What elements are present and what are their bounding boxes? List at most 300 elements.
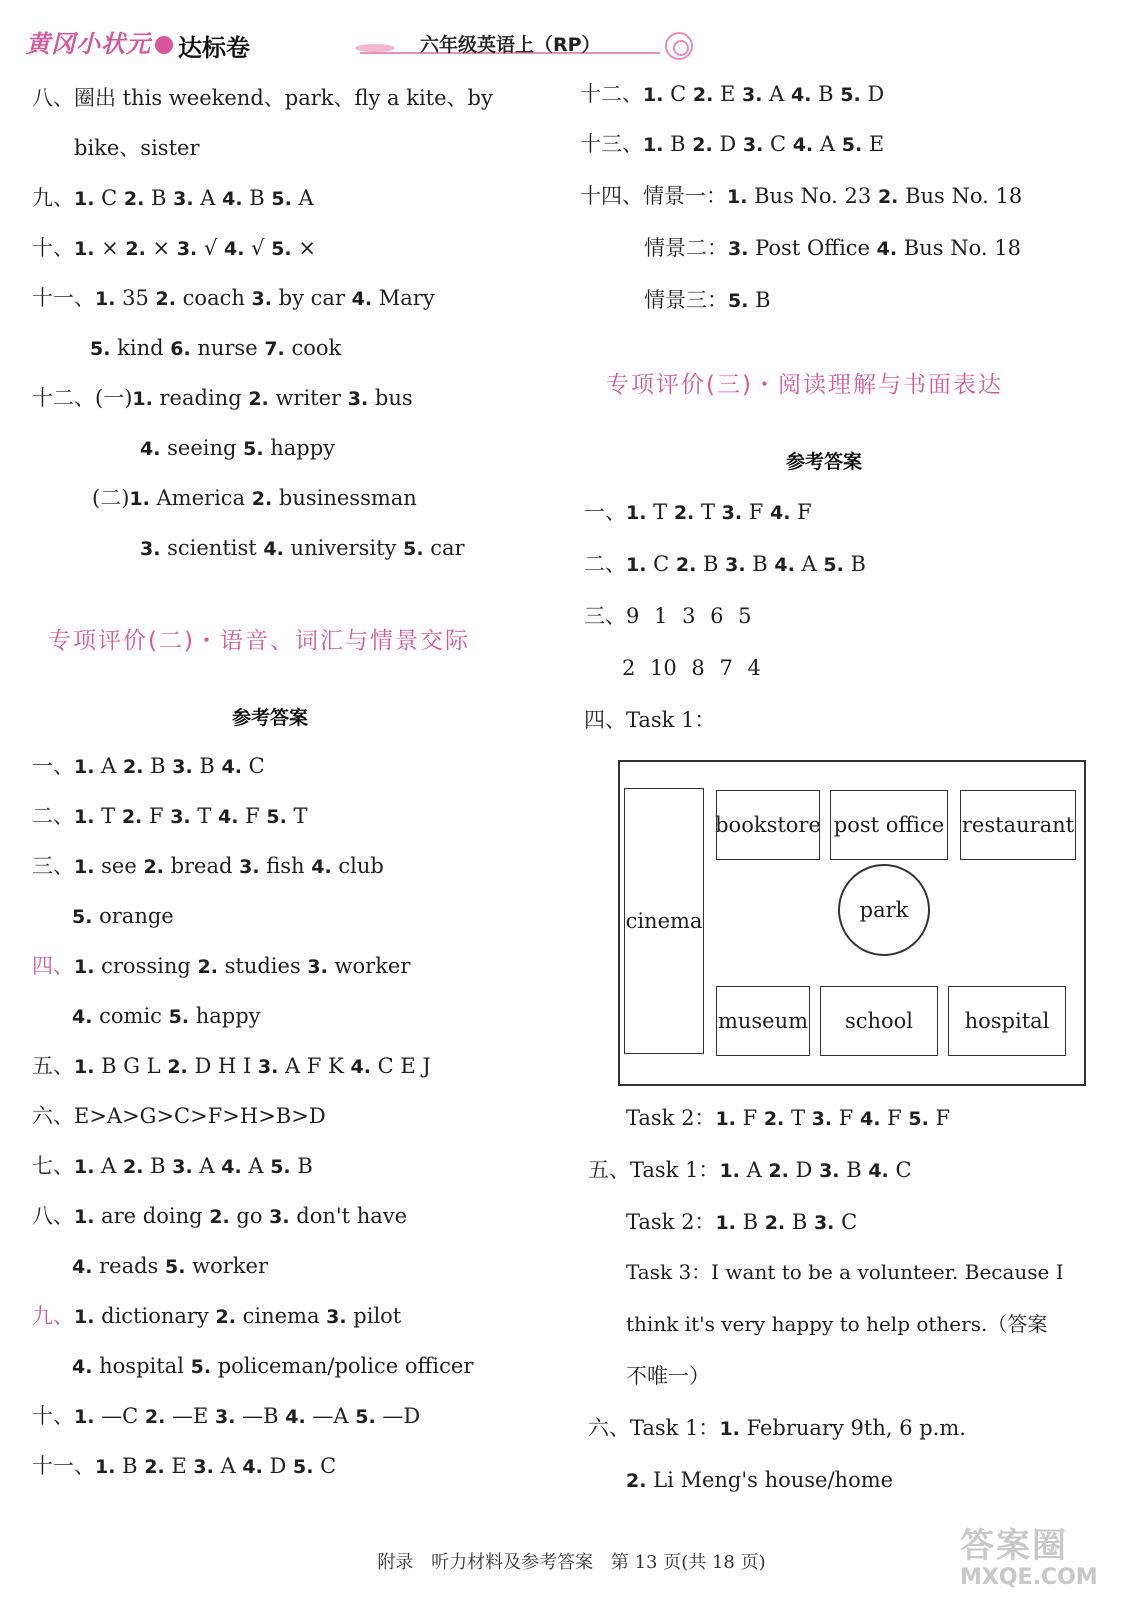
answers-heading: 参考答案: [232, 707, 309, 729]
answer-line: [626, 1466, 893, 1495]
section-number: 十四、情景一：: [580, 184, 727, 208]
map-cinema: [624, 788, 704, 1054]
item-number: 4.: [222, 188, 243, 210]
answer-line: [72, 1252, 268, 1281]
item-number: 5.: [728, 290, 749, 312]
book-title: 六年级英语上（RP）: [420, 34, 601, 56]
item-number: 2.: [692, 134, 713, 156]
answer-line: [32, 1152, 313, 1181]
answer-line: [626, 1208, 857, 1237]
item-number: 1.: [626, 554, 647, 576]
brand-logo: [26, 24, 173, 59]
answer-text: A: [94, 1154, 123, 1178]
item-number: 6.: [170, 338, 191, 360]
answer-text: A: [94, 754, 123, 778]
answer-text: B: [663, 132, 693, 156]
answer-text: Li Meng's house/home: [646, 1468, 894, 1492]
answer-line: [626, 1310, 1047, 1338]
answer-text: seeing: [160, 436, 244, 460]
item-number: 2.: [209, 1206, 230, 1228]
item-number: 3.: [813, 1212, 835, 1234]
answer-text: C: [888, 1158, 912, 1182]
answer-text: A: [291, 186, 314, 210]
item-number: 4.: [221, 756, 242, 778]
map-label: bookstore: [715, 813, 821, 837]
item-number: 5.: [841, 134, 863, 156]
answer-line: [32, 752, 265, 781]
answer-text: A: [192, 1154, 222, 1178]
item-number: 3.: [307, 956, 328, 978]
section-number: 九、: [32, 186, 74, 210]
item-number: 3.: [173, 188, 194, 210]
answer-text: bread: [163, 854, 240, 878]
item-number: 2.: [144, 1456, 165, 1478]
answer-text: Mary: [372, 286, 435, 310]
section-number: 十一、: [32, 1454, 95, 1478]
item-number: 3.: [742, 84, 763, 106]
item-number: 4.: [351, 288, 373, 310]
section-number: 十一、: [32, 286, 95, 310]
answer-text: see: [94, 854, 144, 878]
item-number: 4.: [221, 1156, 242, 1178]
answer-line: [72, 1352, 473, 1381]
answer-text: B: [115, 1454, 145, 1478]
section-number: 二、: [32, 804, 74, 828]
answer-text: F: [142, 804, 171, 828]
item-number: 7.: [264, 338, 285, 360]
answer-text: fish: [259, 854, 312, 878]
answer-text: happy: [189, 1004, 261, 1028]
item-number: 1.: [129, 488, 150, 510]
answer-text: E: [862, 132, 885, 156]
item-number: 4.: [770, 502, 791, 524]
answer-text: comic: [92, 1004, 169, 1028]
item-number: 5.: [403, 538, 424, 560]
answer-text: studies: [217, 954, 308, 978]
map-label: cinema: [625, 909, 703, 933]
item-number: 5.: [293, 1456, 314, 1478]
answers-heading: 参考答案: [786, 451, 863, 473]
item-number: 1.: [74, 188, 95, 210]
answer-text: ×: [94, 236, 126, 260]
answer-text: businessman: [272, 486, 417, 510]
map-label: park: [859, 898, 909, 922]
answer-text: B: [290, 1154, 313, 1178]
section-number: 五、Task 1：: [588, 1158, 720, 1182]
answer-text: A F K: [278, 1054, 351, 1078]
section-number: 一、: [584, 500, 626, 524]
map-label: restaurant: [961, 813, 1075, 837]
answer-text: go: [229, 1204, 270, 1228]
answer-line: [588, 1414, 966, 1443]
answer-text: B: [735, 1210, 765, 1234]
page-number: 第 13 页(共 18 页): [610, 1552, 766, 1573]
answer-line: [140, 434, 335, 463]
answer-text: B: [242, 186, 272, 210]
item-number: 4.: [791, 84, 812, 106]
answer-text: are doing: [94, 1204, 210, 1228]
answer-text: Bus No. 23: [747, 184, 878, 208]
item-number: 2.: [251, 488, 273, 510]
answer-text: √: [244, 236, 272, 260]
item-number: 4.: [242, 1456, 263, 1478]
map-label: hospital: [964, 1009, 1050, 1033]
answer-text: D H I: [187, 1054, 258, 1078]
section-number: 四、: [32, 954, 74, 978]
item-number: 2.: [125, 238, 146, 260]
answer-line: [580, 130, 884, 159]
answer-text: by car: [272, 286, 352, 310]
answer-line: [588, 1156, 912, 1185]
section-number: Task 2：: [626, 1106, 716, 1130]
answer-text: February 9th, 6 p.m.: [739, 1416, 966, 1440]
answer-text: 四、Task 1：: [584, 708, 716, 732]
item-number: 5.: [271, 238, 292, 260]
answer-line: [32, 1302, 401, 1331]
section-title: 专项评价(三)・阅读理解与书面表达: [606, 372, 1003, 398]
answer-line: [584, 602, 752, 630]
answer-text: B: [143, 1154, 173, 1178]
answer-text: C: [313, 1454, 337, 1478]
answer-text: T: [784, 1106, 812, 1130]
item-number: 3.: [170, 806, 191, 828]
map-post-office: [830, 790, 948, 860]
answer-text: university: [283, 536, 404, 560]
answer-text: D: [712, 132, 743, 156]
answer-text: D: [788, 1158, 820, 1182]
item-number: 1.: [74, 1406, 95, 1428]
map-museum: [716, 986, 810, 1056]
answer-text: don't have: [289, 1204, 408, 1228]
logo-mark-icon: [155, 36, 173, 54]
item-number: 2.: [675, 554, 697, 576]
item-number: 1.: [643, 84, 664, 106]
answer-line: [32, 84, 493, 112]
item-number: 1.: [74, 956, 95, 978]
answer-line: [72, 1002, 261, 1031]
item-number: 5.: [168, 1006, 190, 1028]
item-number: 4.: [876, 238, 898, 260]
item-number: 2.: [123, 188, 145, 210]
item-number: 2.: [673, 502, 695, 524]
item-number: 2.: [768, 1160, 789, 1182]
answer-text: bike、sister: [74, 136, 200, 160]
map-label: museum: [717, 1009, 809, 1033]
answer-line: [32, 852, 384, 881]
answer-line: [74, 134, 200, 162]
answer-text: ×: [291, 236, 316, 260]
item-number: 1.: [74, 756, 95, 778]
item-number: 1.: [74, 1206, 95, 1228]
answer-text: T: [190, 804, 218, 828]
section-number: (二): [92, 486, 130, 510]
answer-text: 35: [115, 286, 156, 310]
answer-line: [32, 234, 316, 263]
town-map: [618, 760, 1086, 1086]
answer-text: C: [763, 132, 793, 156]
footer-section: 听力材料及参考答案: [431, 1552, 594, 1573]
item-number: 4.: [72, 1356, 93, 1378]
section-number: 二、: [584, 552, 626, 576]
answer-text: B: [839, 1158, 869, 1182]
item-number: 4.: [774, 554, 795, 576]
section-number: 十二、(一): [32, 386, 133, 410]
answer-line: [580, 182, 1022, 211]
item-number: 3.: [239, 856, 260, 878]
answer-text: T: [646, 500, 674, 524]
item-number: 3.: [721, 502, 743, 524]
answer-text: F: [928, 1106, 951, 1130]
item-number: 3.: [269, 1206, 290, 1228]
answer-text: F: [880, 1106, 909, 1130]
item-number: 4.: [72, 1006, 93, 1028]
section-number: 十二、: [580, 82, 643, 106]
item-number: 4.: [72, 1256, 93, 1278]
item-number: 1.: [715, 1212, 736, 1234]
answer-text: club: [331, 854, 384, 878]
answer-text: Post Office: [748, 236, 877, 260]
answer-text: B G L: [94, 1054, 168, 1078]
answer-line: [32, 184, 314, 213]
answer-text: —B: [235, 1404, 286, 1428]
answer-text: C: [646, 552, 676, 576]
answer-text: C: [94, 186, 124, 210]
answer-text: F: [832, 1106, 860, 1130]
item-number: 2.: [197, 956, 218, 978]
item-number: 3.: [251, 288, 272, 310]
answer-line: [584, 706, 715, 734]
item-number: 5.: [270, 1156, 291, 1178]
answer-line: [32, 1202, 407, 1231]
answer-text: cinema: [235, 1304, 327, 1328]
item-number: 2.: [248, 388, 269, 410]
item-number: 3.: [140, 538, 161, 560]
item-number: 1.: [74, 1306, 95, 1328]
item-number: 3.: [176, 238, 198, 260]
answer-text: C: [834, 1210, 858, 1234]
answer-line: [32, 1052, 431, 1081]
answer-text: E: [713, 82, 743, 106]
answer-line: [32, 802, 308, 831]
item-number: 5.: [271, 188, 292, 210]
item-number: 2.: [122, 756, 144, 778]
answer-text: nurse: [190, 336, 265, 360]
item-number: 5.: [355, 1406, 376, 1428]
item-number: 3.: [811, 1108, 833, 1130]
answer-line: [584, 550, 866, 579]
item-number: 4.: [860, 1108, 881, 1130]
answer-text: F: [790, 500, 812, 524]
item-number: 5.: [823, 554, 844, 576]
item-number: 4.: [263, 538, 284, 560]
watermark-text: 答案圈: [960, 1526, 1068, 1566]
item-number: 1.: [74, 1056, 95, 1078]
answer-line: [32, 1402, 420, 1431]
item-number: 1.: [719, 1418, 740, 1440]
item-number: 1.: [715, 1108, 736, 1130]
answer-text: Bus No. 18: [897, 236, 1021, 260]
footer-appendix: 附录: [377, 1552, 414, 1573]
answer-text: crossing: [94, 954, 198, 978]
map-hospital: [948, 986, 1066, 1056]
answer-text: C E J: [370, 1054, 431, 1078]
section-number: 情景二：: [644, 236, 728, 260]
section-number: 六、Task 1：: [588, 1416, 720, 1440]
answer-text: D: [860, 82, 885, 106]
answer-text: writer: [268, 386, 348, 410]
item-number: 1.: [626, 502, 647, 524]
section-number: 八、: [32, 1204, 74, 1228]
answer-line: [140, 534, 465, 563]
section-number: 十三、: [580, 132, 643, 156]
answer-text: B: [843, 552, 866, 576]
answer-text: A: [739, 1158, 769, 1182]
answer-line: [644, 286, 771, 315]
answer-text: F: [238, 804, 267, 828]
answer-text: B: [192, 754, 222, 778]
answer-line: [32, 1102, 326, 1130]
item-number: 2.: [764, 1212, 786, 1234]
item-number: 3.: [326, 1306, 347, 1328]
answer-line: [580, 80, 884, 109]
item-number: 3.: [742, 134, 764, 156]
answer-text: —C: [94, 1404, 145, 1428]
answer-text: B: [811, 82, 841, 106]
map-label: school: [844, 1009, 914, 1033]
answer-text: D: [262, 1454, 294, 1478]
answer-text: Task 3：I want to be a volunteer. Because I: [626, 1260, 1064, 1284]
answer-text: C: [663, 82, 693, 106]
header-subtitle: 达标卷: [178, 34, 250, 62]
item-number: 1.: [643, 134, 664, 156]
answer-text: T: [286, 804, 308, 828]
answer-text: 三、9 1 3 6 5: [584, 604, 752, 628]
item-number: 5.: [190, 1356, 212, 1378]
answer-text: car: [423, 536, 465, 560]
item-number: 2.: [626, 1470, 647, 1492]
item-number: 4.: [311, 856, 332, 878]
answer-line: [644, 234, 1021, 263]
item-number: 3.: [215, 1406, 236, 1428]
item-number: 3.: [172, 1156, 193, 1178]
answer-line: [32, 952, 410, 981]
watermark-url: MXQE.COM: [960, 1565, 1098, 1590]
item-number: 1.: [74, 806, 95, 828]
answer-text: think it's very happy to help others.（答案: [626, 1312, 1048, 1336]
item-number: 4.: [224, 238, 245, 260]
item-number: 3.: [347, 388, 369, 410]
answer-text: T: [694, 500, 722, 524]
answer-text: coach: [175, 286, 252, 310]
item-number: 3.: [819, 1160, 840, 1182]
section-number: 五、: [32, 1054, 74, 1078]
answer-line: [92, 484, 417, 513]
answer-text: Bus No. 18: [898, 184, 1023, 208]
section-number: 一、: [32, 754, 74, 778]
item-number: 1.: [727, 186, 748, 208]
answer-text: A: [762, 82, 791, 106]
map-restaurant: [960, 790, 1076, 860]
answer-text: kind: [110, 336, 171, 360]
answer-line: [626, 1258, 1064, 1286]
item-number: 1.: [132, 388, 153, 410]
answer-text: scientist: [160, 536, 264, 560]
answer-line: [584, 498, 812, 527]
item-number: 2.: [763, 1108, 785, 1130]
item-number: 5.: [840, 84, 861, 106]
answer-line: [622, 654, 761, 682]
item-number: 2.: [692, 84, 714, 106]
answer-line: [32, 284, 435, 313]
answer-text: —D: [375, 1404, 421, 1428]
section-number: 情景三：: [644, 288, 728, 312]
map-school: [820, 986, 938, 1056]
watermark: [960, 1518, 1130, 1590]
answer-text: B: [696, 552, 726, 576]
logo-text: 黄冈小状元: [26, 30, 151, 58]
page-header: [0, 22, 1143, 72]
item-number: 5.: [165, 1256, 186, 1278]
answer-line: [32, 384, 413, 413]
item-number: 1.: [74, 1156, 95, 1178]
answer-text: —A: [305, 1404, 356, 1428]
map-park: [838, 864, 930, 956]
item-number: 2.: [121, 806, 143, 828]
leaf-decoration-icon: [355, 44, 395, 52]
item-number: 1.: [74, 238, 95, 260]
item-number: 2.: [122, 1156, 144, 1178]
answer-text: cook: [284, 336, 342, 360]
answer-text: A: [241, 1154, 271, 1178]
item-number: 3.: [172, 756, 193, 778]
answer-text: pilot: [346, 1304, 402, 1328]
item-number: 5.: [908, 1108, 929, 1130]
answer-text: C: [241, 754, 265, 778]
section-number: 九、: [32, 1304, 74, 1328]
answer-text: —E: [165, 1404, 216, 1428]
answer-line: [32, 1452, 336, 1481]
item-number: 2.: [143, 856, 164, 878]
item-number: 1.: [95, 1456, 116, 1478]
item-number: 1.: [95, 288, 116, 310]
item-number: 5.: [243, 438, 264, 460]
item-number: 4.: [868, 1160, 889, 1182]
answer-line: [72, 902, 174, 931]
answer-text: reads: [92, 1254, 166, 1278]
answer-text: America: [149, 486, 252, 510]
answer-text: 2 10 8 7 4: [622, 656, 761, 680]
section-number: 三、: [32, 854, 74, 878]
answer-text: B: [143, 754, 173, 778]
swirl-decoration-icon: [665, 32, 693, 60]
answer-text: reading: [152, 386, 249, 410]
answer-line: [626, 1362, 710, 1390]
item-number: 5.: [266, 806, 287, 828]
item-number: 4.: [285, 1406, 306, 1428]
answer-text: A: [193, 186, 223, 210]
answer-line: [626, 1104, 950, 1133]
answer-text: orange: [92, 904, 174, 928]
item-number: 2.: [155, 288, 176, 310]
answer-text: 八、圈出 this weekend、park、fly a kite、by: [32, 86, 493, 110]
answer-text: A: [794, 552, 824, 576]
section-title: 专项评价(二)・语音、词汇与情景交际: [48, 628, 470, 654]
answer-text: B: [748, 288, 771, 312]
answer-text: worker: [185, 1254, 268, 1278]
answer-text: 六、E>A>G>C>F>H>B>D: [32, 1104, 326, 1128]
map-label: post office: [833, 813, 945, 837]
item-number: 4.: [218, 806, 239, 828]
